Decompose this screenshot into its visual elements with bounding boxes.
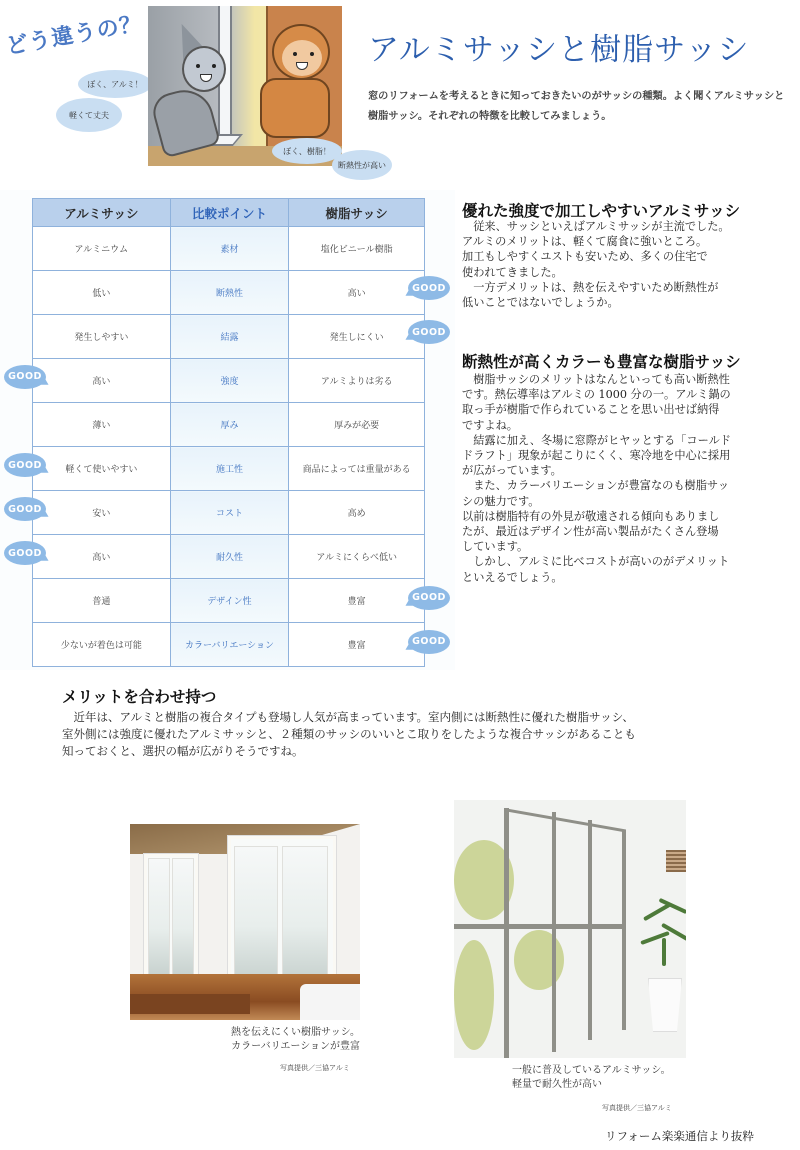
eye	[293, 52, 297, 56]
wall-vent	[666, 850, 686, 872]
paragraph-line: しています。	[462, 540, 529, 554]
cell-aluminum: 軽くて使いやすい	[33, 447, 171, 491]
paragraph-line: 室外側には強度に優れたアルミサッシと、２種類のサッシのいいとこ取りをしたような複合サッシがあることも	[62, 727, 636, 741]
paragraph-line: 樹脂サッシのメリットはなんといっても高い断熱性	[473, 373, 730, 386]
caption-line: 一般に普及しているアルミサッシ。	[512, 1065, 671, 1076]
table-row	[33, 491, 425, 535]
paragraph-line: 一方デメリットは、熱を伝えやすいため断熱性が	[473, 280, 719, 294]
speech-bubble-resin-trait	[332, 150, 392, 180]
section-body-hybrid	[62, 709, 792, 760]
cell-resin: 豊富	[289, 579, 425, 623]
section-body-aluminum	[462, 219, 797, 310]
photo-credit-aluminum: 写真提供／三協アルミ	[602, 1104, 672, 1112]
paragraph-line: ドラフト」現象が起こりにくく、寒冷地を中心に採用	[462, 449, 731, 463]
tree	[454, 940, 494, 1050]
table-row	[33, 403, 425, 447]
section-body-resin	[462, 372, 797, 585]
paragraph-line: が広がっています。	[462, 464, 562, 478]
sofa	[300, 984, 360, 1020]
bubble-text: ぼく、樹脂！	[283, 146, 331, 156]
bubble-text: 断熱性が高い	[338, 160, 386, 170]
good-badge-resin: GOOD	[408, 276, 450, 300]
comparison-table-area	[0, 190, 455, 670]
mullion	[622, 830, 626, 1030]
caption-line: 軽量で耐久性が高い	[512, 1079, 602, 1090]
mullion	[588, 820, 592, 1040]
cell-resin: アルミよりは劣る	[289, 359, 425, 403]
table-row	[33, 579, 425, 623]
paragraph-line: 知っておくと、選択の幅が広がりそうですね。	[62, 744, 304, 758]
cell-aluminum: 安い	[33, 491, 171, 535]
paragraph-line: 以前は樹脂特有の外見が敬遠される傾向もありまし	[462, 509, 720, 523]
paragraph-line: といえるでしょう。	[462, 570, 563, 584]
table-header-row	[33, 199, 425, 227]
table-row	[33, 315, 425, 359]
cell-point: 結露	[170, 315, 289, 359]
cell-aluminum: 発生しやすい	[33, 315, 171, 359]
header-aluminum: アルミサッシ	[33, 199, 171, 227]
eye	[196, 64, 200, 68]
table-row	[33, 359, 425, 403]
paragraph-line: しかし、アルミに比べコストが高いのがデメリット	[473, 555, 730, 569]
cell-point: 素材	[170, 227, 289, 271]
paragraph-line: 加工もしやすくユストも安いため、多くの住宅で	[462, 250, 708, 264]
cell-point: カラーバリエーション	[170, 623, 289, 667]
photo-caption-resin	[231, 1026, 360, 1054]
paragraph-line: たが、最近はデザイン性が高い製品がたくさん登場	[462, 525, 719, 539]
paragraph-line: です。熱伝導率はアルミの 1000 分の一。アルミ鍋の	[462, 388, 731, 402]
section-heading-aluminum: 優れた強度で加工しやすいアルミサッシ	[462, 202, 741, 220]
plant-stem	[662, 938, 666, 966]
cell-point: 耐久性	[170, 535, 289, 579]
photo-caption-aluminum	[512, 1064, 671, 1092]
cell-resin: 塩化ビニール樹脂	[289, 227, 425, 271]
paragraph-line: ですよね。	[462, 418, 518, 432]
good-badge-resin: GOOD	[408, 586, 450, 610]
cell-point: 厚み	[170, 403, 289, 447]
good-badge-resin: GOOD	[408, 320, 450, 344]
paragraph-line: また、カラーバリエーションが豊富なのも樹脂サッ	[473, 479, 730, 493]
cell-point: コスト	[170, 491, 289, 535]
plant-pot	[648, 978, 682, 1032]
cell-aluminum: 高い	[33, 359, 171, 403]
resin-character-face	[282, 40, 322, 76]
paragraph-line: アルミのメリットは、軽くて腐食に強いところ。	[462, 235, 708, 249]
lead-text: 窓のリフォームを考えるときに知っておきたいのがサッシの種類。よく聞くアルミサッシと樹脂サッシ。それぞれの特徴を比較してみましょう。	[368, 91, 785, 122]
eye	[310, 52, 314, 56]
cell-aluminum: 少ないが着色は可能	[33, 623, 171, 667]
cell-resin: 高め	[289, 491, 425, 535]
catch-copy: どう違うの？	[4, 11, 145, 60]
cell-point: 断熱性	[170, 271, 289, 315]
cell-resin: 厚みが必要	[289, 403, 425, 447]
paragraph-line: 取っ手が樹脂で作られていることを思い出せば納得	[462, 403, 720, 417]
cell-point: デザイン性	[170, 579, 289, 623]
cell-point: 施工性	[170, 447, 289, 491]
window-pane	[172, 858, 194, 976]
cell-aluminum: 高い	[33, 535, 171, 579]
resin-character-body	[260, 78, 330, 138]
good-badge-aluminum: GOOD	[4, 541, 46, 565]
cell-aluminum: アルミニウム	[33, 227, 171, 271]
section-heading-hybrid: メリットを合わせ持つ	[62, 688, 217, 706]
mullion	[504, 808, 509, 1058]
paragraph-line: 従来、サッシといえばアルミサッシが主流でした。	[473, 220, 730, 233]
caption-line: 熱を伝えにくい樹脂サッシ。	[231, 1027, 360, 1038]
good-badge-aluminum: GOOD	[4, 453, 46, 477]
speech-bubble-resin-name	[272, 138, 342, 164]
cell-resin: 豊富	[289, 623, 425, 667]
cell-aluminum: 普通	[33, 579, 171, 623]
transom	[454, 924, 626, 929]
good-badge-aluminum: GOOD	[4, 365, 46, 389]
table-row	[33, 623, 425, 667]
paragraph-line: 低いことではないでしょうか。	[462, 296, 619, 310]
section-heading-resin: 断熱性が高くカラーも豊富な樹脂サッシ	[462, 353, 741, 371]
eye	[212, 64, 216, 68]
coffee-table	[130, 994, 250, 1014]
aluminum-character-head	[182, 46, 226, 92]
table-row	[33, 271, 425, 315]
page-title: アルミサッシと樹脂サッシ	[368, 32, 750, 68]
bubble-text: 軽くて丈夫	[69, 110, 109, 120]
photo-aluminum-sash	[454, 800, 686, 1058]
photo-resin-sash	[130, 824, 360, 1020]
cell-resin: アルミにくらべ低い	[289, 535, 425, 579]
caption-line: カラーバリエーションが豊富	[231, 1041, 360, 1052]
paragraph-line: シの魅力です。	[462, 494, 540, 508]
mullion	[552, 812, 556, 1052]
table-row	[33, 535, 425, 579]
paragraph-line: 結露に加え、冬場に窓際がヒヤッとする「コールド	[473, 433, 731, 447]
bubble-text: ぼく、アルミ！	[87, 79, 143, 89]
paragraph-line: 使われてきました。	[462, 265, 563, 279]
cell-aluminum: 低い	[33, 271, 171, 315]
speech-bubble-aluminum-trait	[56, 98, 122, 132]
cell-aluminum: 薄い	[33, 403, 171, 447]
tree	[514, 930, 564, 990]
window-pane	[148, 858, 170, 976]
cell-resin: 発生しにくい	[289, 315, 425, 359]
table-row	[33, 447, 425, 491]
comparison-table	[32, 198, 425, 667]
cell-resin: 高い	[289, 271, 425, 315]
window-pane	[234, 846, 278, 980]
good-badge-aluminum: GOOD	[4, 497, 46, 521]
frame-top	[504, 808, 626, 833]
cell-point: 強度	[170, 359, 289, 403]
window-pane	[282, 846, 328, 980]
header-resin: 樹脂サッシ	[289, 199, 425, 227]
photo-credit-resin: 写真提供／三協アルミ	[280, 1064, 350, 1072]
paragraph-line: 近年は、アルミと樹脂の複合タイプも登場し人気が高まっています。室内側には断熱性に優れた樹脂サッシ、	[73, 710, 634, 724]
source-note: リフォーム楽楽通信より抜粋	[605, 1129, 754, 1143]
good-badge-resin: GOOD	[408, 630, 450, 654]
table-row	[33, 227, 425, 271]
cell-resin: 商品によっては重量がある	[289, 447, 425, 491]
header-point: 比較ポイント	[170, 199, 289, 227]
speech-bubble-aluminum-name	[78, 70, 152, 98]
